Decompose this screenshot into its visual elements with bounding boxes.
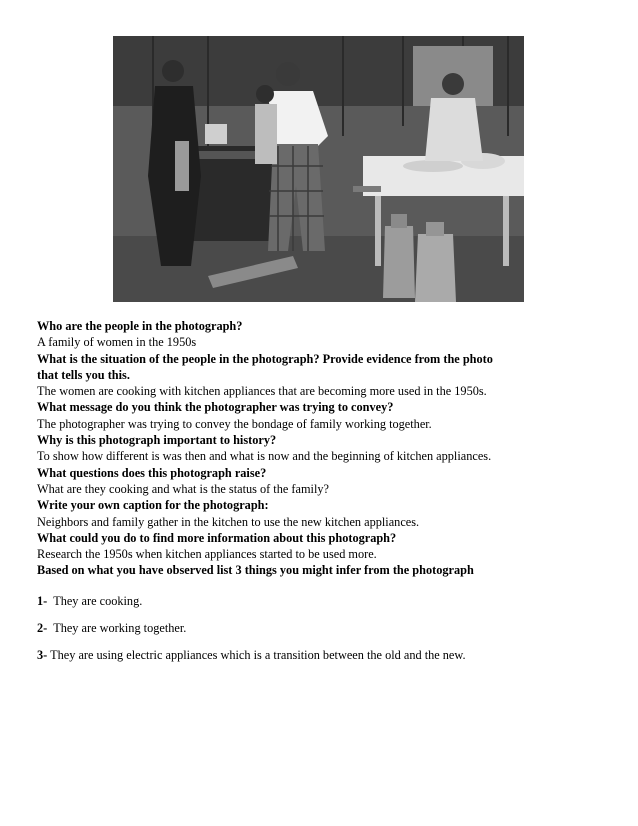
inference-text-2: They are working together.: [53, 621, 187, 635]
inference-number-1: 1-: [37, 594, 48, 608]
question-1: Who are the people in the photograph?: [37, 319, 243, 333]
question-5: What questions does this photograph raise?: [37, 465, 267, 480]
answer-1: A family of women in the 1950s: [37, 335, 197, 350]
answer-3: The photographer was trying to convey the bondage of family working together.: [37, 416, 432, 431]
question-7: What could you do to find more information about this photograph?: [37, 530, 397, 545]
inference-item-2: [37, 620, 597, 636]
inference-number-3: 3-: [37, 648, 48, 662]
inference-item-3: [37, 647, 597, 663]
inference-number-2: 2-: [37, 621, 48, 635]
answer-4: To show how different is was then and what is now and the beginning of kitchen appliances.: [37, 449, 492, 464]
inference-text-1: They are cooking.: [53, 594, 143, 608]
inference-item-1: [37, 593, 597, 609]
answer-6: Neighbors and family gather in the kitchen to use the new kitchen appliances.: [37, 514, 420, 529]
answer-5: What are they cooking and what is the status of the family?: [37, 481, 329, 496]
inference-text-3: They are using electric appliances which is a transition between the old and the new.: [50, 648, 466, 662]
answer-2: The women are cooking with kitchen appliances that are becoming more used in the 1950s.: [37, 384, 487, 399]
question-3: What message do you think the photographer was trying to convey?: [37, 400, 394, 415]
question-4: Why is this photograph important to history?: [37, 433, 277, 448]
question-2: What is the situation of the people in the photograph? Provide evidence from the photo that tells you this.: [37, 351, 493, 382]
question-answer-section: [37, 318, 597, 579]
question-6: Write your own caption for the photograph:: [37, 498, 269, 513]
infer-prompt: Based on what you have observed list 3 things you might infer from the photograph: [37, 563, 474, 578]
kitchen-photo-icon: [113, 36, 524, 302]
answer-7: Research the 1950s when kitchen appliances started to be used more.: [37, 547, 377, 562]
kitchen-photograph: [113, 36, 524, 302]
